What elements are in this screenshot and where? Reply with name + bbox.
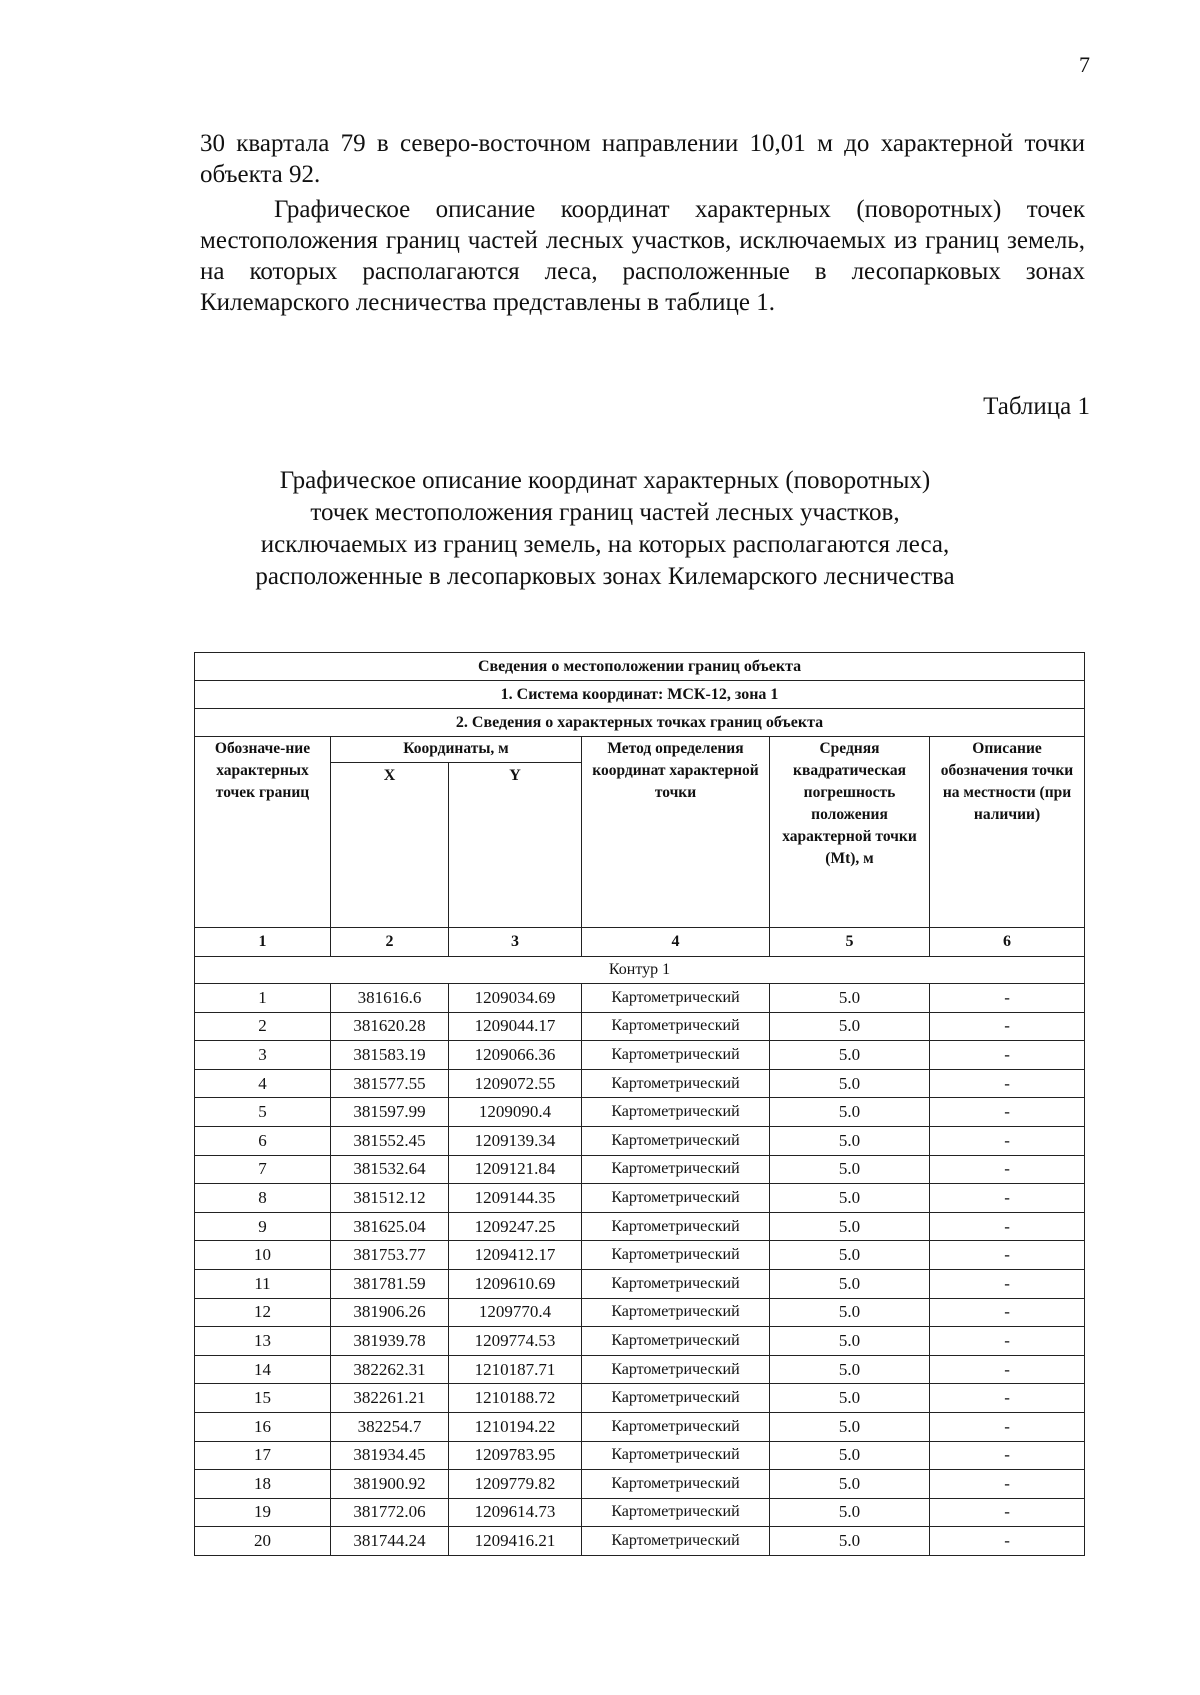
method-cell: Картометрический	[582, 1412, 770, 1441]
error-cell: 5.0	[770, 1241, 930, 1270]
y-coordinate-cell: 1209614.73	[449, 1498, 582, 1527]
description-cell: -	[930, 1470, 1085, 1499]
description-cell: -	[930, 1241, 1085, 1270]
table-caption: Таблица 1	[983, 393, 1090, 420]
y-coordinate-cell: 1210194.22	[449, 1412, 582, 1441]
error-cell: 5.0	[770, 984, 930, 1013]
method-cell: Картометрический	[582, 984, 770, 1013]
method-cell: Картометрический	[582, 1241, 770, 1270]
table-row	[195, 1527, 1085, 1556]
table-row	[195, 984, 1085, 1013]
y-coordinate-cell: 1209139.34	[449, 1126, 582, 1155]
y-coordinate-cell: 1209412.17	[449, 1241, 582, 1270]
method-cell: Картометрический	[582, 1498, 770, 1527]
x-coordinate-cell: 381939.78	[331, 1327, 449, 1356]
table-title-line: исключаемых из границ земель, на которых располагаются леса,	[260, 531, 950, 558]
method-cell: Картометрический	[582, 1327, 770, 1356]
method-cell: Картометрический	[582, 1155, 770, 1184]
error-cell: 5.0	[770, 1184, 930, 1213]
x-coordinate-cell: 381744.24	[331, 1527, 449, 1556]
error-cell: 5.0	[770, 1384, 930, 1413]
method-cell: Картометрический	[582, 1298, 770, 1327]
error-cell: 5.0	[770, 1527, 930, 1556]
x-coordinate-cell: 381900.92	[331, 1470, 449, 1499]
column-header-x: X	[331, 763, 449, 928]
method-cell: Картометрический	[582, 1098, 770, 1127]
method-cell: Картометрический	[582, 1012, 770, 1041]
coordinates-table	[194, 652, 1085, 1556]
method-cell: Картометрический	[582, 1041, 770, 1070]
column-number: 3	[449, 928, 582, 957]
method-cell: Картометрический	[582, 1269, 770, 1298]
description-cell: -	[930, 1355, 1085, 1384]
table-row	[195, 1041, 1085, 1070]
method-cell: Картометрический	[582, 1126, 770, 1155]
error-cell: 5.0	[770, 1041, 930, 1070]
description-cell: -	[930, 1184, 1085, 1213]
table-row	[195, 1384, 1085, 1413]
column-header-point: Обозначе-ние характерных точек границ	[195, 737, 331, 928]
point-number-cell: 13	[195, 1327, 331, 1356]
y-coordinate-cell: 1209416.21	[449, 1527, 582, 1556]
x-coordinate-cell: 381753.77	[331, 1241, 449, 1270]
table-row	[195, 1498, 1085, 1527]
y-coordinate-cell: 1209121.84	[449, 1155, 582, 1184]
point-number-cell: 2	[195, 1012, 331, 1041]
point-number-cell: 16	[195, 1412, 331, 1441]
description-cell: -	[930, 984, 1085, 1013]
y-coordinate-cell: 1209770.4	[449, 1298, 582, 1327]
column-number: 6	[930, 928, 1085, 957]
description-cell: -	[930, 1527, 1085, 1556]
point-number-cell: 7	[195, 1155, 331, 1184]
description-cell: -	[930, 1012, 1085, 1041]
table-row	[195, 1155, 1085, 1184]
table-row	[195, 1327, 1085, 1356]
intro-paragraph: 30 квартала 79 в северо-восточном направлении 10,01 м до характерной точки объекта 92.	[200, 130, 1085, 188]
error-cell: 5.0	[770, 1069, 930, 1098]
point-number-cell: 20	[195, 1527, 331, 1556]
error-cell: 5.0	[770, 1269, 930, 1298]
point-number-cell: 17	[195, 1441, 331, 1470]
description-cell: -	[930, 1441, 1085, 1470]
method-cell: Картометрический	[582, 1441, 770, 1470]
table-row	[195, 1212, 1085, 1241]
table-row	[195, 1012, 1085, 1041]
table-title-line: Графическое описание координат характерных (поворотных)	[279, 467, 931, 494]
column-number-row	[195, 928, 1085, 957]
table-row	[195, 1470, 1085, 1499]
description-cell: -	[930, 1155, 1085, 1184]
table-row	[195, 1126, 1085, 1155]
point-number-cell: 3	[195, 1041, 331, 1070]
y-coordinate-cell: 1209779.82	[449, 1470, 582, 1499]
x-coordinate-cell: 381906.26	[331, 1298, 449, 1327]
point-number-cell: 5	[195, 1098, 331, 1127]
x-coordinate-cell: 381772.06	[331, 1498, 449, 1527]
x-coordinate-cell: 381597.99	[331, 1098, 449, 1127]
contour-label: Контур 1	[195, 957, 1085, 984]
column-number: 4	[582, 928, 770, 957]
error-cell: 5.0	[770, 1212, 930, 1241]
y-coordinate-cell: 1209090.4	[449, 1098, 582, 1127]
description-cell: -	[930, 1041, 1085, 1070]
description-cell: -	[930, 1384, 1085, 1413]
table-row	[195, 1298, 1085, 1327]
y-coordinate-cell: 1210188.72	[449, 1384, 582, 1413]
x-coordinate-cell: 381512.12	[331, 1184, 449, 1213]
description-cell: -	[930, 1212, 1085, 1241]
x-coordinate-cell: 381934.45	[331, 1441, 449, 1470]
table-header-coordinate-system: 1. Система координат: МСК-12, зона 1	[195, 681, 1085, 709]
table-title-line: точек местоположения границ частей лесных участков,	[310, 499, 900, 526]
y-coordinate-cell: 1209044.17	[449, 1012, 582, 1041]
description-cell: -	[930, 1412, 1085, 1441]
table-row	[195, 1069, 1085, 1098]
point-number-cell: 4	[195, 1069, 331, 1098]
point-number-cell: 19	[195, 1498, 331, 1527]
description-cell: -	[930, 1126, 1085, 1155]
point-number-cell: 14	[195, 1355, 331, 1384]
x-coordinate-cell: 381532.64	[331, 1155, 449, 1184]
error-cell: 5.0	[770, 1355, 930, 1384]
description-cell: -	[930, 1069, 1085, 1098]
x-coordinate-cell: 381781.59	[331, 1269, 449, 1298]
point-number-cell: 11	[195, 1269, 331, 1298]
point-number-cell: 8	[195, 1184, 331, 1213]
method-cell: Картометрический	[582, 1069, 770, 1098]
description-cell: -	[930, 1327, 1085, 1356]
column-number: 1	[195, 928, 331, 957]
point-number-cell: 12	[195, 1298, 331, 1327]
x-coordinate-cell: 381625.04	[331, 1212, 449, 1241]
description-cell: -	[930, 1098, 1085, 1127]
table-header-location: Сведения о местоположении границ объекта	[195, 653, 1085, 681]
error-cell: 5.0	[770, 1327, 930, 1356]
error-cell: 5.0	[770, 1126, 930, 1155]
table-title-line: расположенные в лесопарковых зонах Килемарского лесничества	[255, 563, 955, 590]
x-coordinate-cell: 381577.55	[331, 1069, 449, 1098]
x-coordinate-cell: 381616.6	[331, 984, 449, 1013]
method-cell: Картометрический	[582, 1384, 770, 1413]
table-row	[195, 1241, 1085, 1270]
y-coordinate-cell: 1209774.53	[449, 1327, 582, 1356]
table-row	[195, 1412, 1085, 1441]
column-header-error: Средняя квадратическая погрешность положения характерной точки (Mt), м	[770, 737, 930, 928]
table-row	[195, 1441, 1085, 1470]
error-cell: 5.0	[770, 1298, 930, 1327]
method-cell: Картометрический	[582, 1355, 770, 1384]
error-cell: 5.0	[770, 1441, 930, 1470]
y-coordinate-cell: 1209034.69	[449, 984, 582, 1013]
table-row	[195, 1269, 1085, 1298]
point-number-cell: 18	[195, 1470, 331, 1499]
table-title	[190, 465, 1020, 593]
description-cell: -	[930, 1298, 1085, 1327]
y-coordinate-cell: 1209066.36	[449, 1041, 582, 1070]
error-cell: 5.0	[770, 1012, 930, 1041]
method-cell: Картометрический	[582, 1212, 770, 1241]
description-cell: -	[930, 1269, 1085, 1298]
y-coordinate-cell: 1209072.55	[449, 1069, 582, 1098]
column-header-description: Описание обозначения точки на местности (при наличии)	[930, 737, 1085, 928]
point-number-cell: 9	[195, 1212, 331, 1241]
description-cell: -	[930, 1498, 1085, 1527]
x-coordinate-cell: 381583.19	[331, 1041, 449, 1070]
method-cell: Картометрический	[582, 1184, 770, 1213]
column-header-y: Y	[449, 763, 582, 928]
x-coordinate-cell: 382262.31	[331, 1355, 449, 1384]
x-coordinate-cell: 381620.28	[331, 1012, 449, 1041]
y-coordinate-cell: 1210187.71	[449, 1355, 582, 1384]
column-number: 2	[331, 928, 449, 957]
y-coordinate-cell: 1209610.69	[449, 1269, 582, 1298]
point-number-cell: 10	[195, 1241, 331, 1270]
error-cell: 5.0	[770, 1098, 930, 1127]
table-row	[195, 1355, 1085, 1384]
table-row	[195, 1098, 1085, 1127]
y-coordinate-cell: 1209144.35	[449, 1184, 582, 1213]
y-coordinate-cell: 1209247.25	[449, 1212, 582, 1241]
method-cell: Картометрический	[582, 1527, 770, 1556]
error-cell: 5.0	[770, 1498, 930, 1527]
description-paragraph: Графическое описание координат характерных (поворотных) точек местоположения границ частей лесных участков, исключаемых из границ земель, на которых располагаются леса, расположенные в лесопарковых зонах Килемарского лесничества представлены в таблице 1.	[200, 196, 1085, 316]
column-header-coordinates: Координаты, м	[331, 737, 582, 763]
error-cell: 5.0	[770, 1470, 930, 1499]
table-header-characteristic-points: 2. Сведения о характерных точках границ объекта	[195, 709, 1085, 737]
point-number-cell: 15	[195, 1384, 331, 1413]
column-number: 5	[770, 928, 930, 957]
error-cell: 5.0	[770, 1412, 930, 1441]
page-number: 7	[1079, 52, 1090, 77]
x-coordinate-cell: 382261.21	[331, 1384, 449, 1413]
x-coordinate-cell: 381552.45	[331, 1126, 449, 1155]
point-number-cell: 1	[195, 984, 331, 1013]
column-header-method: Метод определения координат характерной точки	[582, 737, 770, 928]
error-cell: 5.0	[770, 1155, 930, 1184]
y-coordinate-cell: 1209783.95	[449, 1441, 582, 1470]
x-coordinate-cell: 382254.7	[331, 1412, 449, 1441]
point-number-cell: 6	[195, 1126, 331, 1155]
table-row	[195, 1184, 1085, 1213]
method-cell: Картометрический	[582, 1470, 770, 1499]
